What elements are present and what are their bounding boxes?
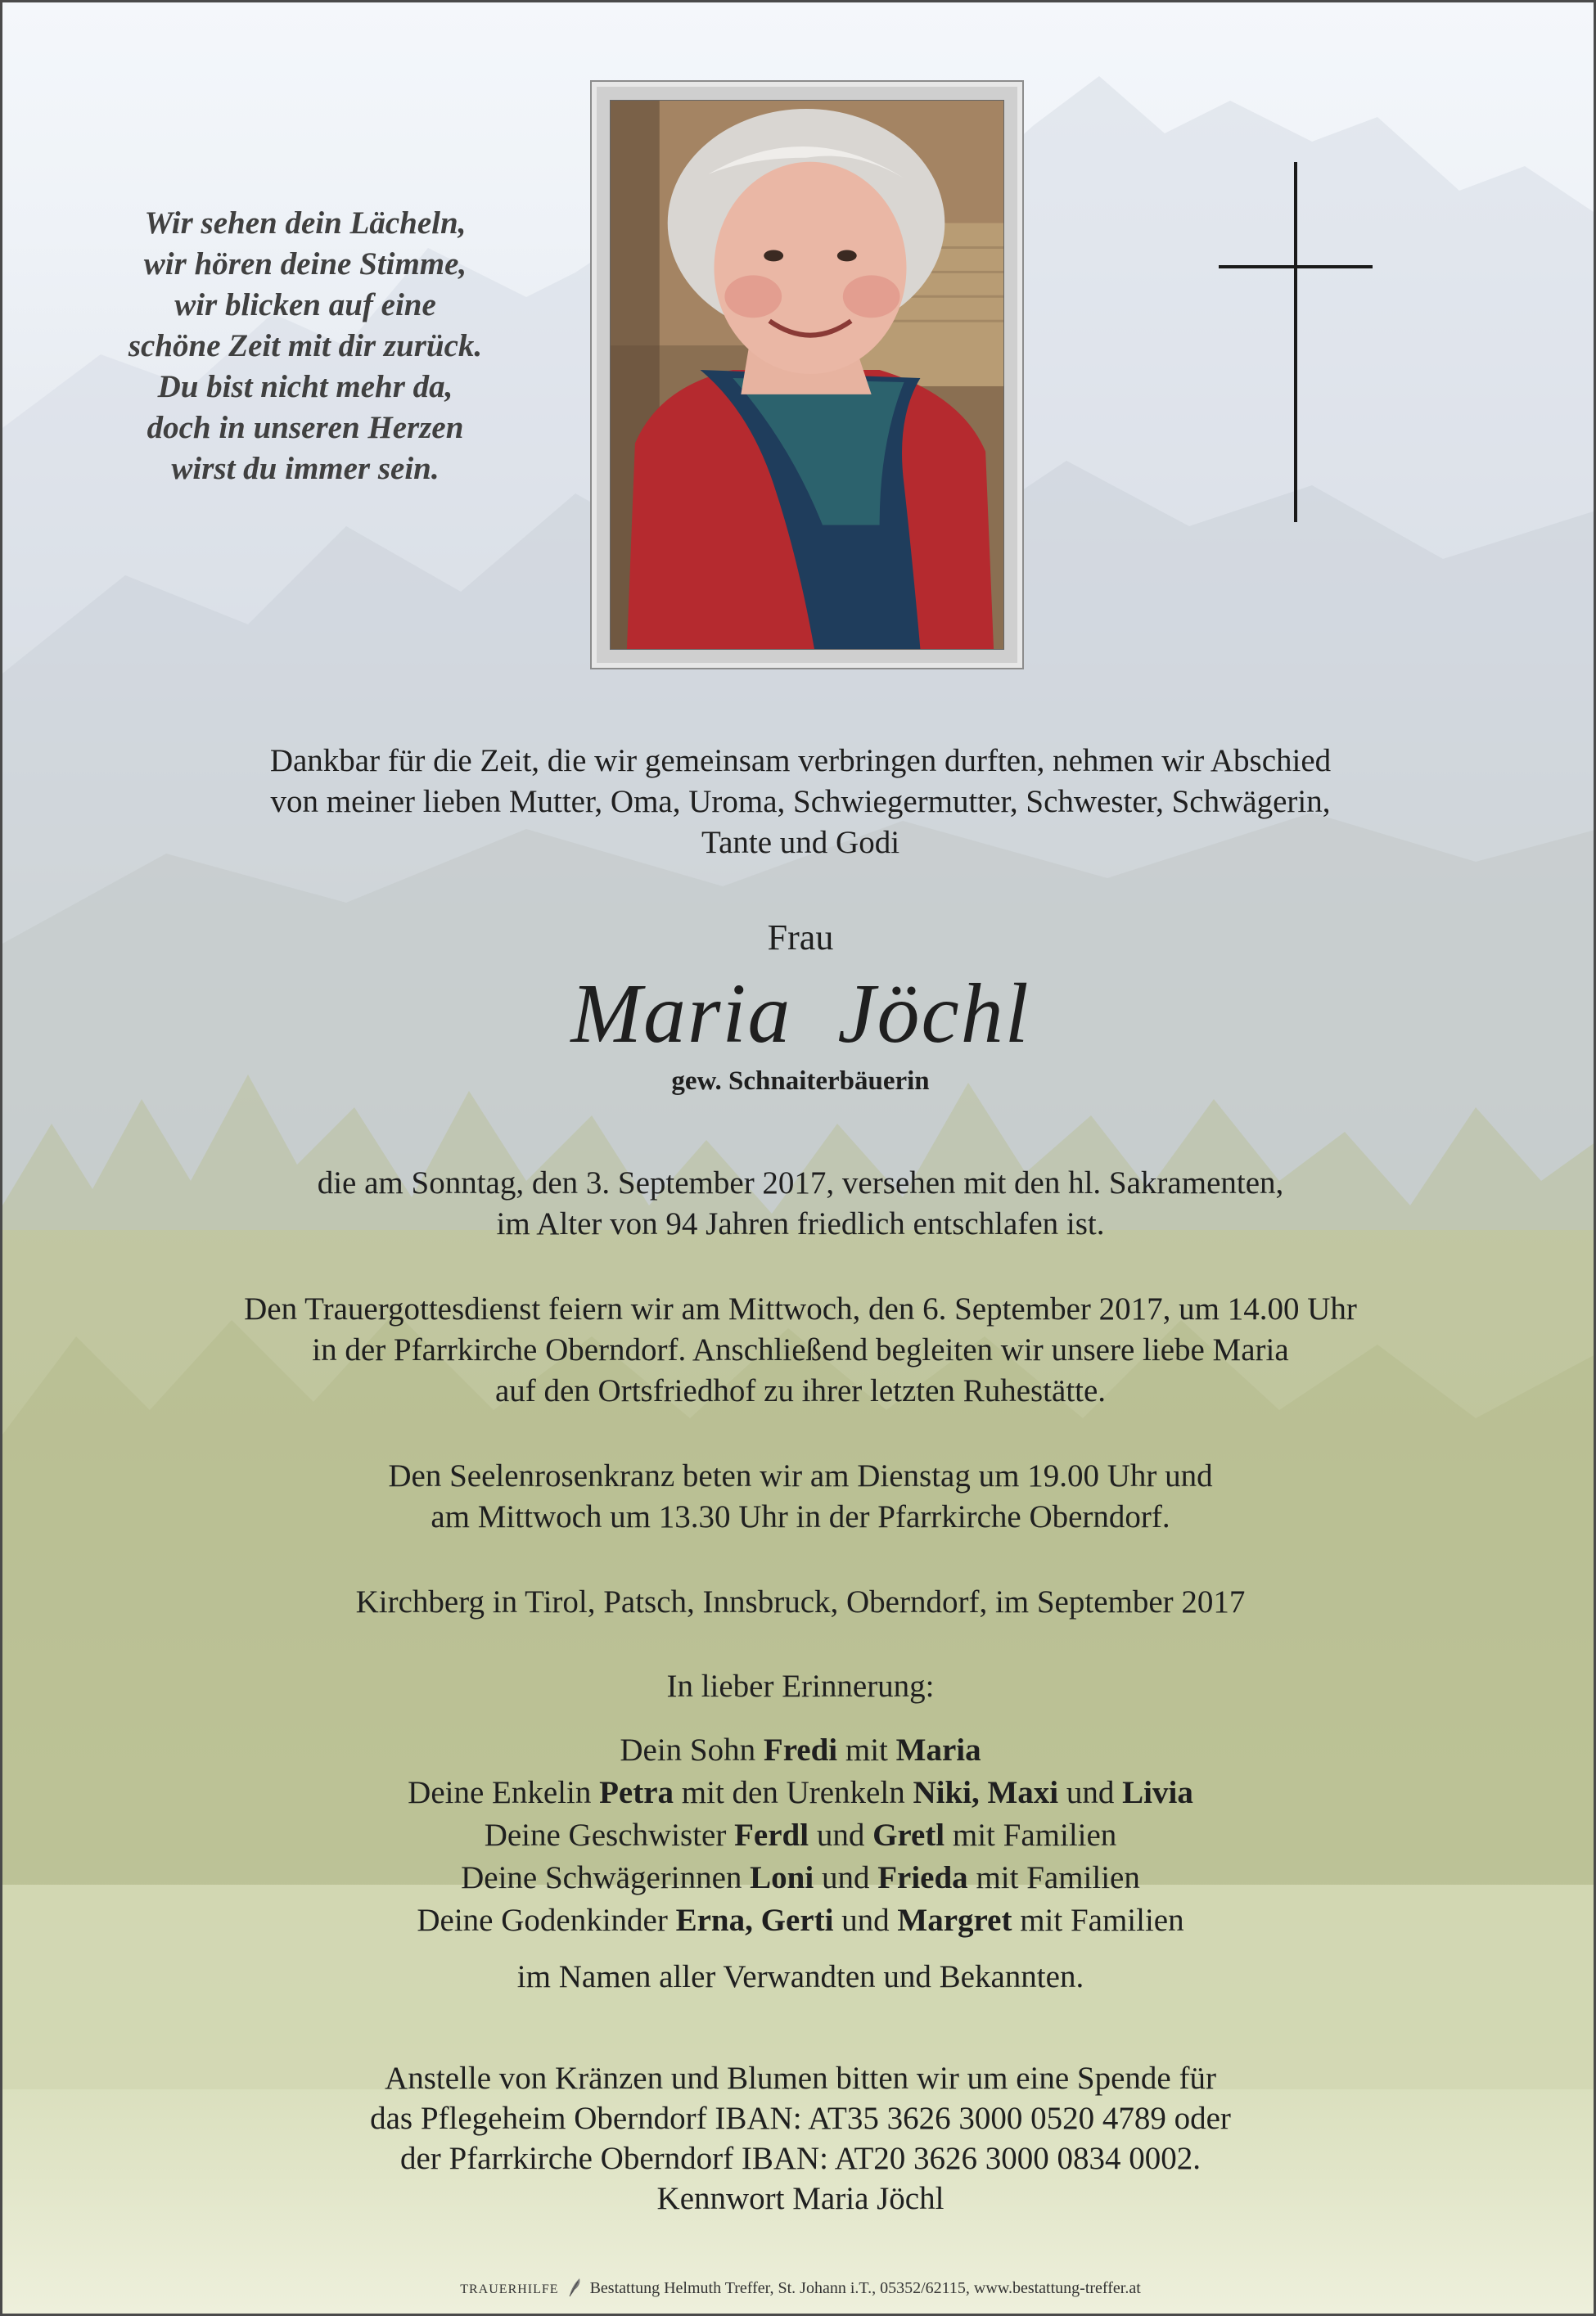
relatives-text: mit Familien — [1012, 1903, 1184, 1938]
cross-icon — [1214, 162, 1377, 522]
portrait-frame — [590, 80, 1024, 669]
intro-text — [2, 741, 1596, 863]
relatives-text: mit den Urenkeln — [674, 1775, 913, 1810]
relative-name: Livia — [1122, 1775, 1193, 1810]
poem-line: Du bist nicht mehr da, — [157, 369, 453, 404]
service-line: in der Pfarrkirche Oberndorf. Anschließend begleiten wir unsere liebe Maria — [312, 1332, 1289, 1368]
death-line: im Alter von 94 Jahren friedlich entschlafen ist. — [496, 1206, 1105, 1241]
relatives-text: und — [833, 1903, 898, 1938]
former-title: gew. Schnaiterbäuerin — [671, 1066, 930, 1096]
relatives-text: Deine Enkelin — [408, 1775, 600, 1810]
poem-line: schöne Zeit mit dir zurück. — [128, 328, 483, 363]
relatives-text: mit — [837, 1732, 896, 1768]
service-line: Den Trauergottesdienst feiern wir am Mittwoch, den 6. September 2017, um 14.00 Uhr — [244, 1291, 1357, 1327]
relative-name: Petra — [599, 1775, 674, 1810]
footer-brand: TRAUERHILFE — [460, 2282, 559, 2296]
salutation: Frau — [767, 917, 834, 957]
relatives-text: mit Familien — [945, 1818, 1117, 1853]
all-relatives-line: im Namen aller Verwandten und Bekannten. — [516, 1959, 1084, 1994]
poem — [68, 203, 543, 489]
death-notice — [2, 1163, 1596, 1245]
relatives-text: und — [1058, 1775, 1123, 1810]
intro-line: von meiner lieben Mutter, Oma, Uroma, Schwiegermutter, Schwester, Schwägerin, — [270, 784, 1331, 819]
relatives-text: mit Familien — [967, 1860, 1140, 1895]
relatives-line — [2, 1814, 1596, 1857]
donation-line: Anstelle von Kränzen und Blumen bitten wir um eine Spende für — [385, 2061, 1216, 2096]
intro-line: Dankbar für die Zeit, die wir gemeinsam verbringen durften, nehmen wir Abschied — [269, 743, 1332, 778]
relatives-text: Dein Sohn — [620, 1732, 764, 1768]
relatives-text: und — [809, 1818, 873, 1853]
rosary-line: am Mittwoch um 13.30 Uhr in der Pfarrkirche Oberndorf. — [431, 1499, 1170, 1534]
feather-icon — [566, 2277, 583, 2298]
relative-name: Frieda — [877, 1860, 968, 1895]
death-line: die am Sonntag, den 3. September 2017, versehen mit den hl. Sakramenten, — [317, 1165, 1284, 1201]
relatives-text: Deine Godenkinder — [417, 1903, 676, 1938]
relative-name: Gretl — [872, 1818, 945, 1853]
relatives-text: Deine Schwägerinnen — [461, 1860, 751, 1895]
rosary-prayer — [2, 1456, 1596, 1538]
relative-name: Erna, Gerti — [675, 1903, 834, 1938]
relatives-line — [2, 1857, 1596, 1899]
place-date: Kirchberg in Tirol, Patsch, Innsbruck, Oberndorf, im September 2017 — [355, 1584, 1246, 1620]
relative-name: Ferdl — [734, 1818, 809, 1853]
relative-name: Maria — [895, 1732, 981, 1768]
rosary-line: Den Seelenrosenkranz beten wir am Dienstag um 19.00 Uhr und — [388, 1458, 1213, 1494]
portrait-photo — [610, 100, 1004, 650]
relative-name: Loni — [750, 1860, 814, 1895]
relatives-list — [2, 1729, 1596, 1942]
memory-heading: In lieber Erinnerung: — [666, 1669, 935, 1704]
relatives-text: Deine Geschwister — [484, 1818, 735, 1853]
funeral-service — [2, 1289, 1596, 1412]
poem-line: wirst du immer sein. — [171, 451, 440, 486]
relatives-text: und — [814, 1860, 878, 1895]
donation-line: der Pfarrkirche Oberndorf IBAN: AT20 3626 3000 0834 0002. — [399, 2141, 1202, 2176]
donation-line: das Pflegeheim Oberndorf IBAN: AT35 3626 3000 0520 4789 oder — [370, 2101, 1231, 2136]
donation-request — [2, 2058, 1596, 2219]
intro-line: Tante und Godi — [701, 825, 900, 860]
footer — [2, 2277, 1596, 2300]
footer-text: Bestattung Helmuth Treffer, St. Johann i.T., 05352/62115, www.bestattung-treffer.at — [589, 2279, 1141, 2297]
poem-line: wir blicken auf eine — [174, 287, 436, 322]
deceased-name: Maria Jöchl — [570, 967, 1030, 1061]
relatives-line — [2, 1899, 1596, 1942]
relative-name: Niki, Maxi — [913, 1775, 1059, 1810]
poem-line: doch in unseren Herzen — [147, 410, 464, 445]
service-line: auf den Ortsfriedhof zu ihrer letzten Ruhestätte. — [494, 1373, 1107, 1408]
relative-name: Fredi — [763, 1732, 838, 1768]
poem-line: Wir sehen dein Lächeln, — [144, 205, 467, 241]
relatives-line — [2, 1772, 1596, 1814]
relatives-line — [2, 1729, 1596, 1772]
relative-name: Margret — [897, 1903, 1012, 1938]
poem-line: wir hören deine Stimme, — [143, 246, 467, 282]
donation-line: Kennwort Maria Jöchl — [656, 2181, 945, 2216]
